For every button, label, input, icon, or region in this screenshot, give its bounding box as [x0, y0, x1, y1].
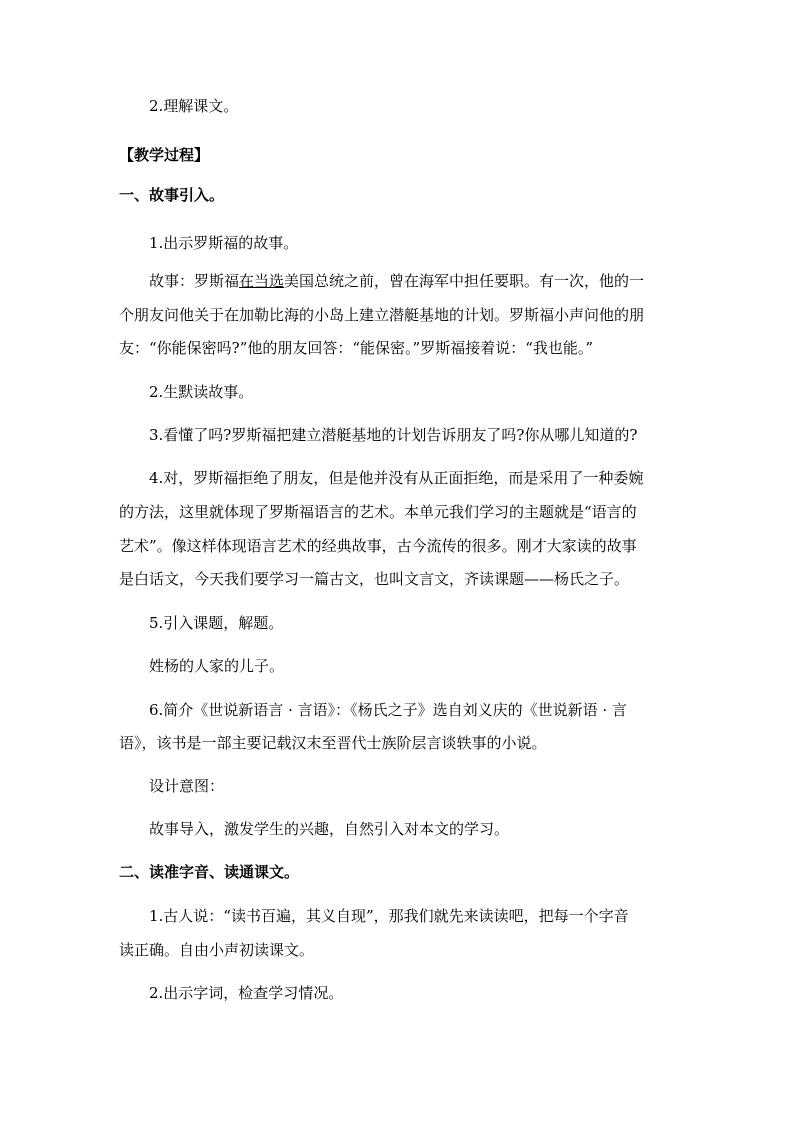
step-4-line-2: 的方法，这里就体现了罗斯福语言的艺术。本单元我们学习的主题就是“语言的 — [119, 503, 637, 521]
section-heading-teaching-process: 【教学过程】 — [119, 146, 210, 164]
step-1-show-story: 1.出示罗斯福的故事。 — [149, 234, 299, 252]
design-intent-text: 故事导入，激发学生的兴趣，自然引入对本文的学习。 — [149, 820, 510, 838]
objective-2: 2.理解课文。 — [149, 97, 239, 115]
section-heading-read-text: 二、读准字音、读通课文。 — [119, 863, 300, 881]
reading-step-2: 2.出示字词，检查学习情况。 — [149, 984, 344, 1002]
step-4-line-1: 4.对，罗斯福拒绝了朋友，但是他并没有从正面拒绝，而是采用了一种委婉 — [149, 469, 644, 487]
story-line-1-suffix: 美国总统之前，曾在海军中担任要职。有一次，他的一 — [284, 272, 645, 290]
step-6-line-2: 语》，该书是一部主要记载汉末至晋代士族阶层言谈轶事的小说。 — [119, 734, 547, 752]
title-explanation: 姓杨的人家的儿子。 — [149, 657, 285, 675]
step-6-line-1: 6.简介《世说新语言 · 言语》：《杨氏之子》选自刘义庆的《世说新语 · 言 — [149, 701, 627, 719]
story-underlined-phrase: 在当选 — [239, 272, 285, 290]
reading-step-1-line-1: 1.古人说：“读书百遍，其义自现”，那我们就先来读读吧，把每一个字音 — [149, 907, 629, 925]
story-paragraph-line-1 — [149, 271, 644, 291]
step-4-line-4: 是白话文，今天我们要学习一篇古文，也叫文言文，齐读课题——杨氏之子。 — [119, 570, 630, 588]
story-paragraph-line-2: 个朋友问他关于在加勒比海的小岛上建立潜艇基地的计划。罗斯福小声问他的朋 — [119, 306, 645, 324]
story-paragraph-line-3: 友：“你能保密吗?”他的朋友回答：“能保密。”罗斯福接着说：“我也能。” — [119, 339, 594, 357]
reading-step-1-line-2: 读正确。自由小声初读课文。 — [119, 941, 315, 959]
step-3-question: 3.看懂了吗?罗斯福把建立潜艇基地的计划告诉朋友了吗?你从哪儿知道的? — [149, 426, 638, 444]
section-heading-story-intro: 一、故事引入。 — [119, 186, 225, 204]
step-4-line-3: 艺术”。像这样体现语言艺术的经典故事，古今流传的很多。刚才大家读的故事 — [119, 537, 637, 555]
story-line-1-prefix: 故事：罗斯福 — [149, 272, 240, 290]
design-intent-label: 设计意图： — [149, 777, 225, 795]
step-2-silent-read: 2.生默读故事。 — [149, 383, 254, 401]
step-5-intro-title: 5.引入课题，解题。 — [149, 614, 284, 632]
